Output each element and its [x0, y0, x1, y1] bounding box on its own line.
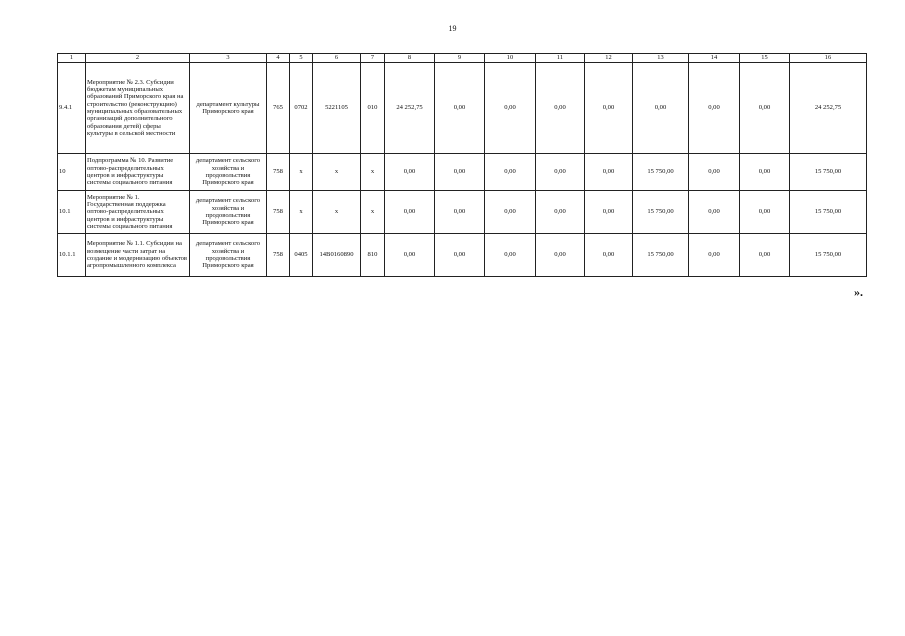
table-row [58, 63, 867, 154]
cell-col14: 0,00 [689, 234, 740, 277]
cell-col15: 0,00 [740, 191, 790, 234]
row-index: 10 [58, 154, 86, 191]
row-index: 9.4.1 [58, 63, 86, 154]
cell-col7: 810 [361, 234, 385, 277]
row-name: Подпрограмма № 10. Развитие оптово-распределительных центров и инфраструктуры системы социального питания [86, 154, 190, 191]
cell-col9: 0,00 [435, 154, 485, 191]
cell-col13: 15 750,00 [633, 234, 689, 277]
cell-col6: x [313, 191, 361, 234]
header-row [58, 54, 867, 63]
cell-col12: 0,00 [585, 234, 633, 277]
cell-col5: 0702 [290, 63, 313, 154]
row-department: департамент сельского хозяйства и продовольствия Приморского края [190, 191, 267, 234]
cell-col8: 0,00 [385, 234, 435, 277]
row-name: Мероприятие № 1.1. Субсидии на возмещение части затрат на создание и модернизацию объектов агропромышленного комплекса [86, 234, 190, 277]
cell-col4: 758 [267, 154, 290, 191]
row-index: 10.1 [58, 191, 86, 234]
cell-col5: 0405 [290, 234, 313, 277]
cell-col7: x [361, 154, 385, 191]
cell-col6: 5221105 [313, 63, 361, 154]
cell-col7: x [361, 191, 385, 234]
row-department: департамент сельского хозяйства и продовольствия Приморского края [190, 154, 267, 191]
cell-col10: 0,00 [485, 63, 536, 154]
header-cell: 14 [689, 54, 740, 63]
cell-col6: x [313, 154, 361, 191]
cell-col15: 0,00 [740, 63, 790, 154]
cell-col16: 24 252,75 [790, 63, 867, 154]
cell-col11: 0,00 [536, 63, 585, 154]
table-row [58, 154, 867, 191]
cell-col10: 0,00 [485, 191, 536, 234]
cell-col14: 0,00 [689, 63, 740, 154]
cell-col9: 0,00 [435, 234, 485, 277]
cell-col9: 0,00 [435, 63, 485, 154]
cell-col14: 0,00 [689, 191, 740, 234]
cell-col12: 0,00 [585, 191, 633, 234]
cell-col13: 15 750,00 [633, 154, 689, 191]
cell-col12: 0,00 [585, 63, 633, 154]
cell-col15: 0,00 [740, 234, 790, 277]
row-department: департамент сельского хозяйства и продовольствия Приморского края [190, 234, 267, 277]
cell-col13: 15 750,00 [633, 191, 689, 234]
header-cell: 2 [86, 54, 190, 63]
row-name: Мероприятие № 2.3. Субсидии бюджетам муниципальных образований Приморского края на строительство (реконструкцию) муниципальных образовательных организаций дополнительного образования детей) сферы культуры в сельской местности [86, 63, 190, 154]
header-cell: 5 [290, 54, 313, 63]
row-index: 10.1.1 [58, 234, 86, 277]
header-cell: 1 [58, 54, 86, 63]
cell-col6: 14В0160890 [313, 234, 361, 277]
page-number: 19 [448, 24, 457, 33]
row-name: Мероприятие № 1. Государственная поддержка оптово-распределительных центров и инфраструктуры системы социального питания [86, 191, 190, 234]
cell-col4: 758 [267, 191, 290, 234]
budget-table [57, 53, 867, 277]
cell-col10: 0,00 [485, 234, 536, 277]
header-cell: 9 [435, 54, 485, 63]
row-department: департамент культуры Приморского края [190, 63, 267, 154]
cell-col8: 24 252,75 [385, 63, 435, 154]
header-cell: 15 [740, 54, 790, 63]
header-cell: 8 [385, 54, 435, 63]
cell-col16: 15 750,00 [790, 234, 867, 277]
header-cell: 3 [190, 54, 267, 63]
cell-col15: 0,00 [740, 154, 790, 191]
cell-col13: 0,00 [633, 63, 689, 154]
cell-col11: 0,00 [536, 191, 585, 234]
cell-col11: 0,00 [536, 154, 585, 191]
header-cell: 13 [633, 54, 689, 63]
header-cell: 10 [485, 54, 536, 63]
cell-col4: 758 [267, 234, 290, 277]
cell-col11: 0,00 [536, 234, 585, 277]
table-row [58, 234, 867, 277]
header-cell: 11 [536, 54, 585, 63]
cell-col7: 010 [361, 63, 385, 154]
header-cell: 6 [313, 54, 361, 63]
closing-quote-mark: ». [854, 285, 863, 299]
cell-col14: 0,00 [689, 154, 740, 191]
header-cell: 7 [361, 54, 385, 63]
cell-col10: 0,00 [485, 154, 536, 191]
header-cell: 16 [790, 54, 867, 63]
cell-col16: 15 750,00 [790, 154, 867, 191]
cell-col16: 15 750,00 [790, 191, 867, 234]
header-cell: 12 [585, 54, 633, 63]
table-row [58, 191, 867, 234]
cell-col8: 0,00 [385, 154, 435, 191]
header-cell: 4 [267, 54, 290, 63]
cell-col5: x [290, 191, 313, 234]
cell-col8: 0,00 [385, 191, 435, 234]
cell-col12: 0,00 [585, 154, 633, 191]
cell-col5: x [290, 154, 313, 191]
cell-col9: 0,00 [435, 191, 485, 234]
cell-col4: 765 [267, 63, 290, 154]
